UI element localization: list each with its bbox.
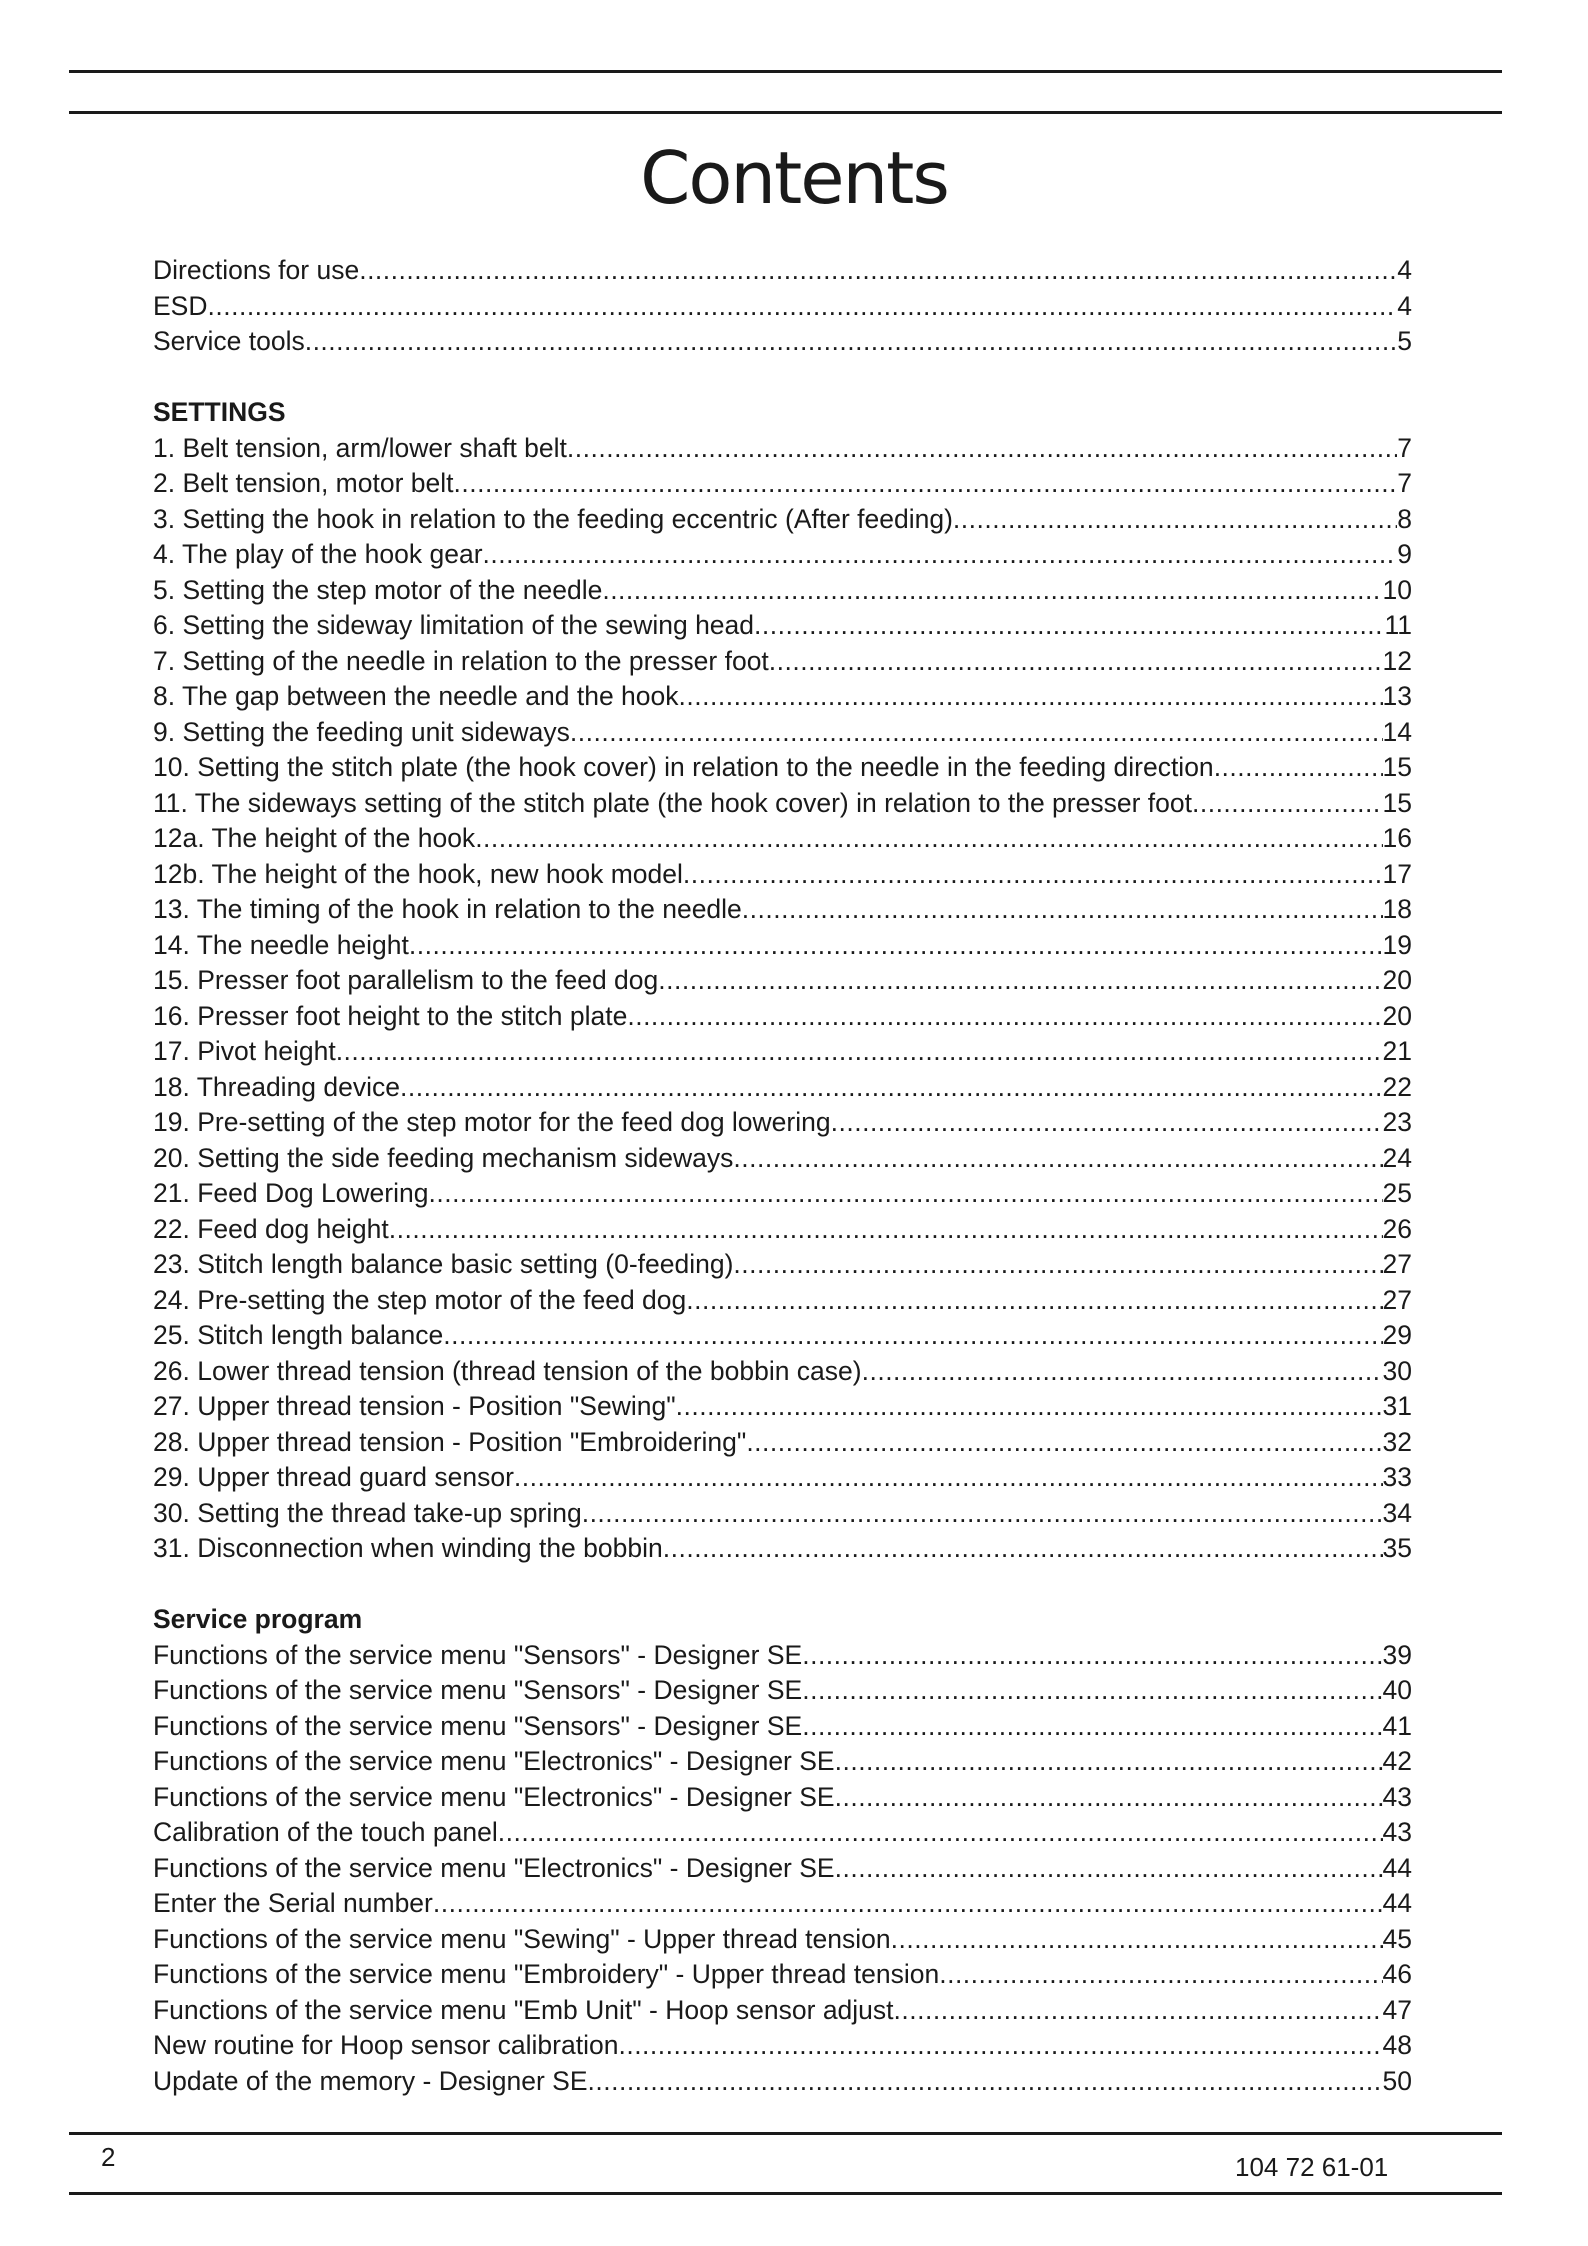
toc-entry[interactable]: [153, 999, 1412, 1035]
toc-entry-page: 39: [1382, 1639, 1412, 1670]
toc-entry-title: 22. Feed dog height: [153, 1213, 389, 1244]
toc-entry-page: 43: [1382, 1781, 1412, 1812]
toc-entry-page: 35: [1382, 1533, 1412, 1563]
toc-service: [153, 1638, 1412, 2100]
toc-entry-page: 41: [1382, 1710, 1412, 1741]
dot-leader: [939, 1957, 1382, 1993]
page-title: Contents: [640, 136, 948, 220]
dot-leader: [483, 537, 1398, 573]
toc-entry-page: 48: [1382, 2030, 1412, 2060]
toc-entry[interactable]: [153, 1425, 1412, 1461]
toc-entry-title: Functions of the service menu "Embroidery" - Upper thread tension: [153, 1959, 940, 1989]
toc-entry[interactable]: [153, 431, 1412, 467]
toc-entry-title: 27. Upper thread tension - Position "Sewing": [153, 1391, 676, 1421]
dot-leader: [733, 1247, 1382, 1283]
toc-entry-title: Functions of the service menu "Emb Unit" - Hoop sensor adjust: [153, 1994, 894, 2025]
dot-leader: [835, 1744, 1383, 1780]
dot-leader: [831, 1105, 1383, 1141]
toc-entry-title: 3. Setting the hook in relation to the feeding eccentric (After feeding): [153, 503, 953, 534]
dot-leader: [602, 573, 1382, 609]
toc-entry-title: ESD: [153, 290, 208, 321]
toc-entry-title: Functions of the service menu "Sensors" - Designer SE: [153, 1639, 803, 1670]
toc-entry-title: Functions of the service menu "Electronics" - Designer SE: [153, 1852, 835, 1883]
toc-entry[interactable]: [153, 1531, 1412, 1567]
toc-entry-title: 24. Pre-setting the step motor of the feed dog: [153, 1284, 687, 1315]
toc-entry-page: 7: [1397, 468, 1412, 498]
dot-leader: [733, 1141, 1382, 1177]
toc-entry-page: 4: [1397, 290, 1412, 321]
toc-entry[interactable]: [153, 1105, 1412, 1141]
dot-leader: [663, 1531, 1383, 1567]
toc-entry-title: 5. Setting the step motor of the needle: [153, 574, 603, 605]
toc-entry-title: 16. Presser foot height to the stitch plate: [153, 1000, 628, 1031]
toc-entry-page: 50: [1382, 2065, 1412, 2096]
dot-leader: [498, 1815, 1383, 1851]
dot-leader: [679, 679, 1383, 715]
toc-entry[interactable]: [153, 2028, 1412, 2064]
toc-entry-page: 23: [1382, 1107, 1412, 1137]
toc-entry[interactable]: [153, 2064, 1412, 2100]
dot-leader: [1192, 786, 1383, 822]
toc-entry[interactable]: [153, 1318, 1412, 1354]
toc-entry-title: 18. Threading device: [153, 1071, 401, 1102]
toc-entry[interactable]: [153, 1638, 1412, 1674]
toc-entry-title: 28. Upper thread tension - Position "Embroidering": [153, 1426, 747, 1457]
section-heading-settings: SETTINGS: [153, 397, 286, 427]
toc-entry-title: Update of the memory - Designer SE: [153, 2065, 588, 2096]
toc-entry-page: 42: [1382, 1746, 1412, 1776]
toc-entry[interactable]: [153, 466, 1412, 502]
toc-entry-page: 45: [1382, 1923, 1412, 1954]
dot-leader: [802, 1638, 1382, 1674]
toc-entry[interactable]: [153, 1922, 1412, 1958]
dot-leader: [409, 928, 1383, 964]
spacer: [153, 360, 1412, 396]
toc-entry[interactable]: [153, 324, 1412, 360]
toc-entry[interactable]: [153, 1993, 1412, 2029]
toc-entry[interactable]: [153, 1176, 1412, 1212]
toc-entry-page: 17: [1382, 858, 1412, 889]
dot-leader: [835, 1851, 1383, 1887]
toc-entry-title: 26. Lower thread tension (thread tension of the bobbin case): [153, 1355, 862, 1386]
toc-entry-page: 47: [1382, 1994, 1412, 2025]
table-of-contents: [153, 253, 1412, 2099]
toc-entry-title: 6. Setting the sideway limitation of the sewing head: [153, 610, 755, 640]
toc-entry-page: 44: [1382, 1852, 1412, 1883]
dot-leader: [582, 1496, 1383, 1532]
dot-leader: [891, 1922, 1383, 1958]
toc-entry-page: 14: [1382, 716, 1412, 747]
page-number: 2: [101, 2142, 116, 2172]
toc-entry-title: 19. Pre-setting of the step motor for the feed dog lowering: [153, 1107, 831, 1137]
toc-entry-page: 25: [1382, 1178, 1412, 1208]
toc-entry[interactable]: [153, 963, 1412, 999]
toc-entry-page: 21: [1382, 1036, 1412, 1066]
toc-entry-page: 20: [1382, 965, 1412, 995]
dot-leader: [627, 999, 1382, 1035]
toc-entry-title: Enter the Serial number: [153, 1888, 433, 1918]
dot-leader: [454, 466, 1398, 502]
toc-entry-title: 10. Setting the stitch plate (the hook cover) in relation to the needle in the feeding direction: [153, 752, 1214, 782]
toc-entry-page: 24: [1382, 1142, 1412, 1173]
section-heading-service: Service program: [153, 1604, 363, 1634]
toc-entry[interactable]: [153, 608, 1412, 644]
dot-leader: [835, 1780, 1383, 1816]
toc-entry[interactable]: [153, 1354, 1412, 1390]
toc-entry-title: 20. Setting the side feeding mechanism sideways: [153, 1142, 734, 1173]
dot-leader: [433, 1886, 1383, 1922]
toc-entry-title: Functions of the service menu "Electronics" - Designer SE: [153, 1781, 835, 1812]
toc-entry-title: 15. Presser foot parallelism to the feed dog: [153, 965, 659, 995]
toc-entry-page: 27: [1382, 1284, 1412, 1315]
toc-entry[interactable]: [153, 253, 1412, 289]
dot-leader: [953, 502, 1397, 538]
toc-entry-page: 43: [1382, 1817, 1412, 1847]
toc-entry[interactable]: [153, 1070, 1412, 1106]
toc-entry-page: 34: [1382, 1497, 1412, 1528]
toc-entry[interactable]: [153, 537, 1412, 573]
dot-leader: [588, 2064, 1383, 2100]
toc-entry-page: 46: [1382, 1959, 1412, 1989]
dot-leader: [336, 1034, 1383, 1070]
toc-entry-page: 15: [1382, 752, 1412, 782]
toc-entry-title: 12a. The height of the hook: [153, 823, 476, 853]
toc-entry[interactable]: [153, 857, 1412, 893]
dot-leader: [802, 1709, 1382, 1745]
toc-entry-title: 17. Pivot height: [153, 1036, 336, 1066]
toc-entry[interactable]: [153, 715, 1412, 751]
toc-entry-page: 16: [1382, 823, 1412, 853]
toc-entry-title: Functions of the service menu "Electronics" - Designer SE: [153, 1746, 835, 1776]
toc-entry-title: 31. Disconnection when winding the bobbin: [153, 1533, 663, 1563]
dot-leader: [570, 715, 1383, 751]
dot-leader: [894, 1993, 1383, 2029]
dot-leader: [400, 1070, 1383, 1106]
toc-entry[interactable]: [153, 1034, 1412, 1070]
toc-entry-title: Service tools: [153, 326, 305, 356]
toc-entry[interactable]: [153, 892, 1412, 928]
toc-entry[interactable]: [153, 1815, 1412, 1851]
dot-leader: [475, 821, 1382, 857]
toc-entry-page: 44: [1382, 1888, 1412, 1918]
toc-settings: [153, 431, 1412, 1567]
toc-entry[interactable]: [153, 1141, 1412, 1177]
bottom-rule-2: [69, 2192, 1502, 2195]
toc-entry[interactable]: [153, 1247, 1412, 1283]
dot-leader: [618, 2028, 1382, 2064]
toc-entry-title: 30. Setting the thread take-up spring: [153, 1497, 582, 1528]
dot-leader: [514, 1460, 1383, 1496]
toc-entry-page: 26: [1382, 1213, 1412, 1244]
toc-entry[interactable]: [153, 1212, 1412, 1248]
toc-entry[interactable]: [153, 786, 1412, 822]
dot-leader: [658, 963, 1382, 999]
dot-leader: [359, 253, 1397, 289]
toc-entry[interactable]: [153, 679, 1412, 715]
toc-entry-title: 2. Belt tension, motor belt: [153, 468, 454, 498]
toc-entry-page: 32: [1382, 1426, 1412, 1457]
toc-entry-title: 9. Setting the feeding unit sideways: [153, 716, 570, 747]
toc-entry-page: 10: [1382, 574, 1412, 605]
toc-entry[interactable]: [153, 1886, 1412, 1922]
toc-entry[interactable]: [153, 1283, 1412, 1319]
toc-entry-page: 33: [1382, 1462, 1412, 1492]
toc-entry[interactable]: [153, 1780, 1412, 1816]
toc-entry[interactable]: [153, 1709, 1412, 1745]
bottom-rule-1: [69, 2132, 1502, 2135]
dot-leader: [769, 644, 1383, 680]
toc-entry-page: 40: [1382, 1675, 1412, 1705]
toc-entry-title: 12b. The height of the hook, new hook model: [153, 858, 683, 889]
toc-entry-page: 31: [1382, 1391, 1412, 1421]
toc-entry-title: Directions for use: [153, 255, 360, 285]
toc-entry[interactable]: [153, 1851, 1412, 1887]
dot-leader: [754, 608, 1384, 644]
toc-entry-page: 15: [1382, 787, 1412, 818]
toc-entry-title: Functions of the service menu "Sewing" - Upper thread tension: [153, 1923, 891, 1954]
dot-leader: [742, 892, 1383, 928]
toc-entry-page: 18: [1382, 894, 1412, 924]
toc-entry-page: 5: [1397, 326, 1412, 356]
dot-leader: [305, 324, 1398, 360]
dot-leader: [208, 289, 1398, 325]
top-rule-1: [69, 70, 1502, 73]
toc-entry-title: 8. The gap between the needle and the hook: [153, 681, 679, 711]
toc-entry[interactable]: [153, 644, 1412, 680]
toc-entry[interactable]: [153, 1496, 1412, 1532]
toc-entry-page: 9: [1397, 539, 1412, 569]
toc-entry-title: 25. Stitch length balance: [153, 1320, 444, 1350]
toc-entry[interactable]: [153, 573, 1412, 609]
toc-entry-page: 22: [1382, 1071, 1412, 1102]
toc-entry-page: 29: [1382, 1320, 1412, 1350]
toc-entry-title: 1. Belt tension, arm/lower shaft belt: [153, 432, 567, 463]
toc-entry-title: Functions of the service menu "Sensors" - Designer SE: [153, 1710, 803, 1741]
toc-entry[interactable]: [153, 289, 1412, 325]
toc-entry[interactable]: [153, 750, 1412, 786]
dot-leader: [428, 1176, 1382, 1212]
toc-entry[interactable]: [153, 1957, 1412, 1993]
dot-leader: [746, 1425, 1382, 1461]
document-number: 104 72 61-01: [1235, 2152, 1389, 2182]
toc-entry[interactable]: [153, 821, 1412, 857]
toc-entry[interactable]: [153, 1673, 1412, 1709]
dot-leader: [802, 1673, 1382, 1709]
toc-entry-page: 4: [1397, 255, 1412, 285]
toc-entry-page: 13: [1382, 681, 1412, 711]
toc-entry-title: 14. The needle height: [153, 929, 409, 960]
toc-entry-title: 29. Upper thread guard sensor: [153, 1462, 514, 1492]
dot-leader: [567, 431, 1397, 467]
toc-entry-page: 30: [1382, 1355, 1412, 1386]
dot-leader: [443, 1318, 1382, 1354]
toc-entry-page: 8: [1397, 503, 1412, 534]
dot-leader: [862, 1354, 1383, 1390]
toc-entry-title: 13. The timing of the hook in relation to the needle: [153, 894, 742, 924]
toc-entry-title: Functions of the service menu "Sensors" - Designer SE: [153, 1675, 803, 1705]
toc-entry-page: 19: [1382, 929, 1412, 960]
toc-entry-page: 11: [1384, 610, 1412, 640]
toc-entry-page: 12: [1382, 645, 1412, 676]
toc-entry[interactable]: [153, 1744, 1412, 1780]
toc-intro: [153, 253, 1412, 360]
toc-entry[interactable]: [153, 928, 1412, 964]
toc-entry[interactable]: [153, 1460, 1412, 1496]
toc-entry-title: 23. Stitch length balance basic setting (0-feeding): [153, 1249, 734, 1279]
toc-entry-title: Calibration of the touch panel: [153, 1817, 498, 1847]
toc-entry-title: 7. Setting of the needle in relation to the presser foot: [153, 645, 769, 676]
toc-entry-title: 11. The sideways setting of the stitch plate (the hook cover) in relation to the presser foot: [153, 787, 1192, 818]
dot-leader: [686, 1283, 1382, 1319]
toc-entry-title: 4. The play of the hook gear: [153, 539, 483, 569]
dot-leader: [1214, 750, 1383, 786]
toc-entry-page: 20: [1382, 1000, 1412, 1031]
spacer: [153, 1567, 1412, 1603]
toc-entry[interactable]: [153, 502, 1412, 538]
toc-entry-title: New routine for Hoop sensor calibration: [153, 2030, 619, 2060]
toc-entry-title: 21. Feed Dog Lowering: [153, 1178, 429, 1208]
toc-entry[interactable]: [153, 1389, 1412, 1425]
toc-entry-page: 27: [1382, 1249, 1412, 1279]
dot-leader: [389, 1212, 1383, 1248]
dot-leader: [683, 857, 1383, 893]
top-rule-2: [69, 111, 1502, 114]
dot-leader: [676, 1389, 1383, 1425]
toc-entry-page: 7: [1397, 432, 1412, 463]
